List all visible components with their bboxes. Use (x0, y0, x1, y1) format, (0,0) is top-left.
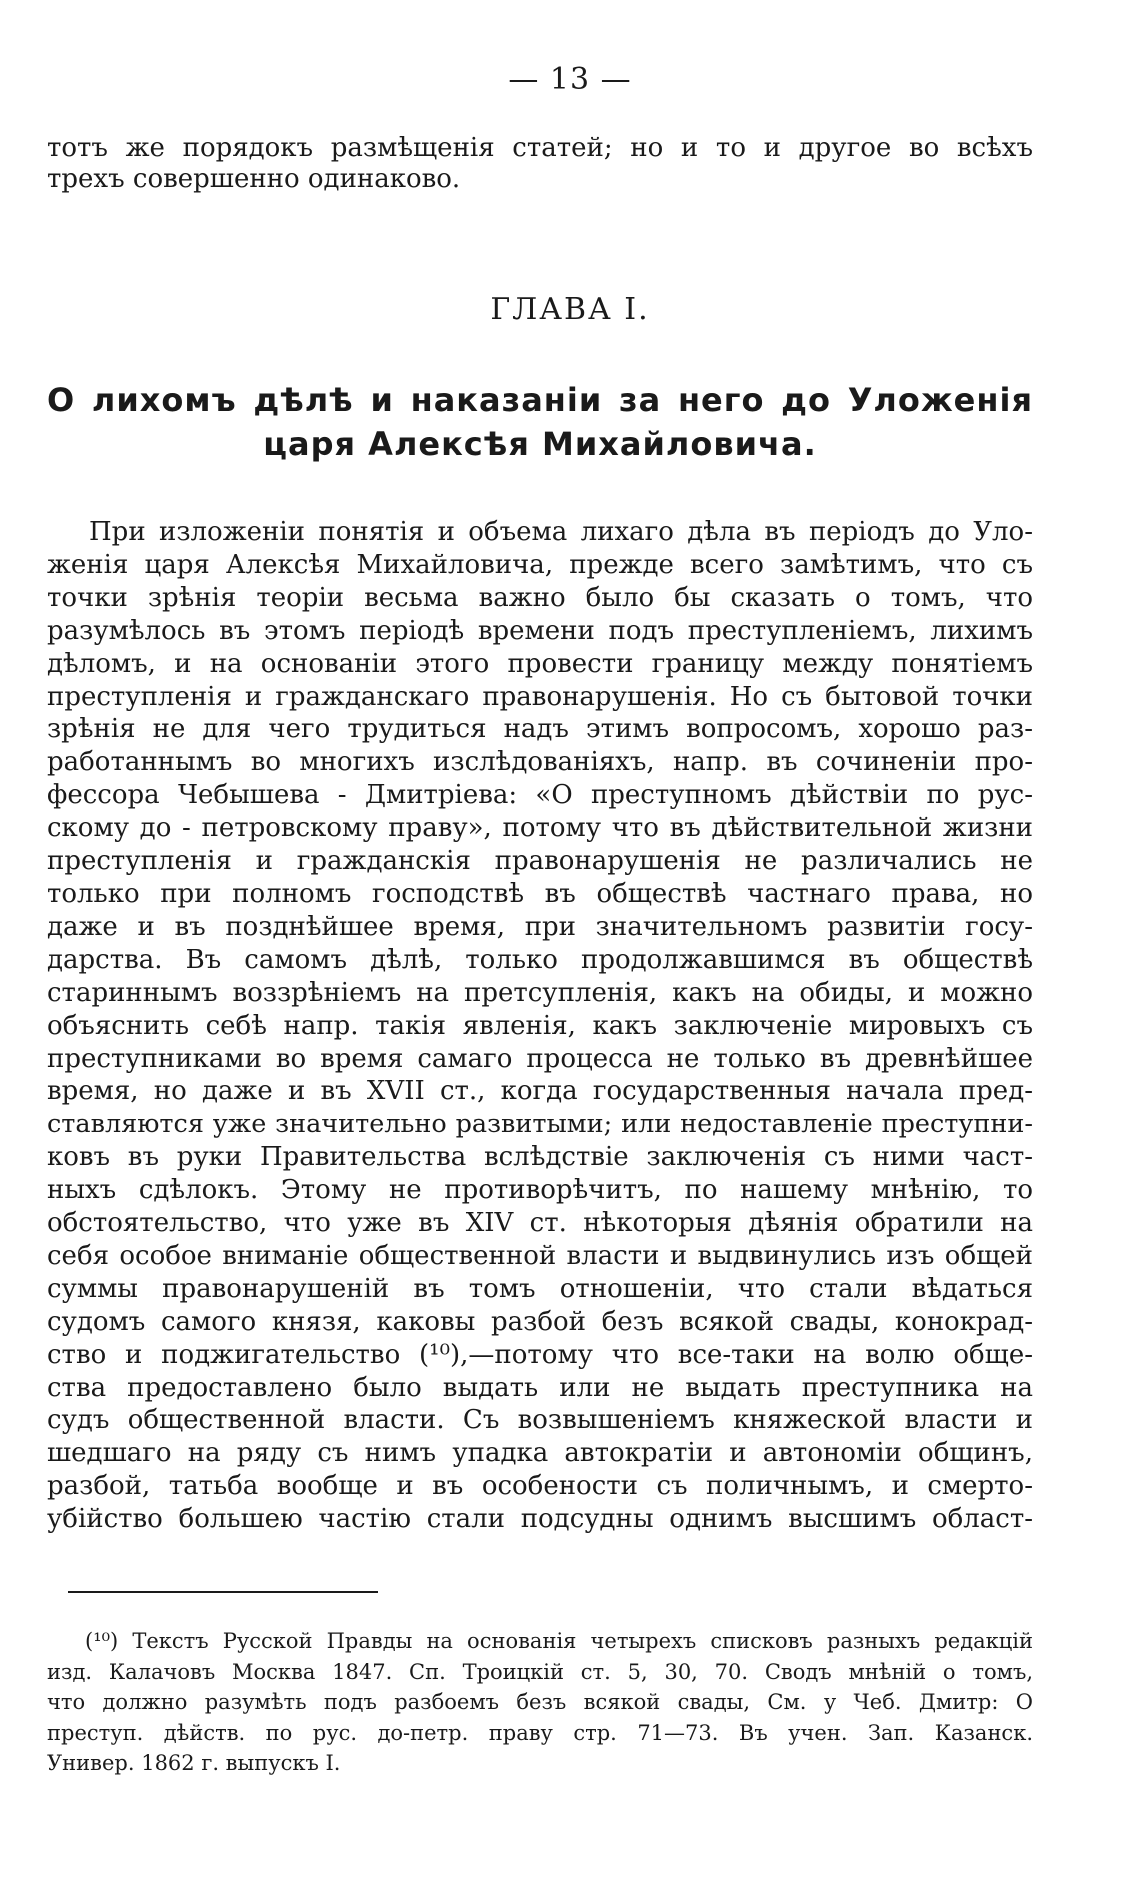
body-line: убійство большею частію стали подсудны однимъ высшимъ област- (47, 1504, 1033, 1535)
body-line: объяснить себѣ напр. такія явленія, какъ заключеніе мировыхъ съ (47, 1010, 1033, 1041)
footnote-line: что должно разумѣть подъ разбоемъ безъ всякой свады, См. у Чеб. Дмитр: О (47, 1690, 1033, 1714)
chapter-title (47, 378, 1033, 466)
body-line: женія царя Алексѣя Михайловича, прежде всего замѣтимъ, что съ (47, 549, 1033, 580)
intro-line: трехъ совершенно одинаково. (47, 164, 461, 194)
body-line: ковъ въ руки Правительства вслѣдствіе заключенія съ ними част- (47, 1142, 1033, 1173)
body-line: время, но даже и въ XVII ст., когда государственныя начала пред- (47, 1076, 1033, 1107)
body-line: дѣломъ, и на основаніи этого провести границу между понятіемъ (47, 648, 1033, 679)
body-line: только при полномъ господствѣ въ обществѣ частнаго права, но (47, 878, 1033, 909)
chapter-title-line: О лихомъ дѣлѣ и наказаніи за него до Уложенія (47, 381, 1033, 419)
body-line: преступленія и гражданскія правонарушенія не различались не (47, 846, 1033, 877)
footnote-line: изд. Калачовъ Москва 1847. Сп. Троицкій ст. 5, 30, 70. Сводъ мнѣній о томъ, (47, 1659, 1033, 1684)
body-line: зрѣнія не для чего трудиться надъ этимъ вопросомъ, хорошо раз- (47, 714, 1033, 745)
body-line: себя особое вниманіе общественной власти и выдвинулись изъ общей (47, 1240, 1033, 1271)
body-line: точки зрѣнія теоріи весьма важно было бы сказать о томъ, что (47, 582, 1033, 613)
footnote-divider (68, 1591, 378, 1593)
body-line: ставляются уже значительно развитыми; или недоставленіе преступни- (47, 1109, 1033, 1140)
body-line: скому до - петровскому праву», потому что въ дѣйствительной жизни (47, 813, 1033, 844)
footnote (47, 1626, 1033, 1779)
body-line: ство и поджигательство (¹⁰),—потому что все-таки на волю обще- (47, 1339, 1033, 1370)
body-line: преступленія и гражданскаго правонарушенія. Но съ бытовой точки (47, 681, 1033, 712)
body-line: судомъ самого князя, каковы разбой безъ всякой свады, конокрад- (47, 1306, 1033, 1337)
footnote-line: преступ. дѣйств. по рус. до-петр. праву стр. 71—73. Въ учен. Зап. Казанск. (47, 1720, 1033, 1745)
body-line: разбой, татьба вообще и въ особености съ поличнымъ, и смерто- (47, 1471, 1033, 1502)
intro-line: тотъ же порядокъ размѣщенія статей; но и то и другое во всѣхъ (47, 133, 1033, 163)
body-line: шедшаго на ряду съ нимъ упадка автократіи и автономіи общинъ, (47, 1438, 1033, 1469)
body-line: фессора Чебышева - Дмитріева: «О преступномъ дѣйствіи по рус- (47, 780, 1033, 811)
page-number: — 13 — (508, 62, 632, 97)
body-line: обстоятельство, что уже въ XIV ст. нѣкоторыя дѣянія обратили на (47, 1208, 1033, 1239)
footnote-line: (¹⁰) Текстъ Русской Правды на основанія четырехъ списковъ разныхъ редакцій (85, 1629, 1033, 1653)
body-line: суммы правонарушеній въ томъ отношеніи, что стали вѣдаться (47, 1273, 1033, 1304)
body-line: разумѣлось въ этомъ періодѣ времени подъ преступленіемъ, лихимъ (47, 615, 1033, 646)
body-line: ныхъ сдѣлокъ. Этому не противорѣчитъ, по нашему мнѣнію, то (47, 1175, 1033, 1206)
body-line: судъ общественной власти. Съ возвышеніемъ княжеской власти и (47, 1405, 1033, 1436)
body-line: работаннымъ во многихъ изслѣдованіяхъ, напр. въ сочиненіи про- (47, 747, 1033, 778)
footnote-line: Универ. 1862 г. выпускъ I. (47, 1751, 341, 1775)
body-line: стариннымъ воззрѣніемъ на претсупленія, какъ на обиды, и можно (47, 977, 1033, 1008)
intro-paragraph (47, 133, 1033, 195)
body-line: даже и въ позднѣйшее время, при значительномъ развитіи госу- (47, 911, 1033, 942)
body-line: дарства. Въ самомъ дѣлѣ, только продолжавшимся въ обществѣ (47, 944, 1033, 975)
chapter-label: ГЛАВА I. (490, 292, 650, 327)
body-line: При изложеніи понятія и объема лихаго дѣла въ періодъ до Уло- (89, 517, 1033, 547)
body-line: ства предоставлено было выдать или не выдать преступника на (47, 1372, 1033, 1403)
body-line: преступниками во время самаго процесса не только въ древнѣйшее (47, 1043, 1033, 1074)
chapter-title-line: царя Алексѣя Михайловича. (263, 425, 817, 463)
body-paragraph (47, 516, 1033, 1536)
